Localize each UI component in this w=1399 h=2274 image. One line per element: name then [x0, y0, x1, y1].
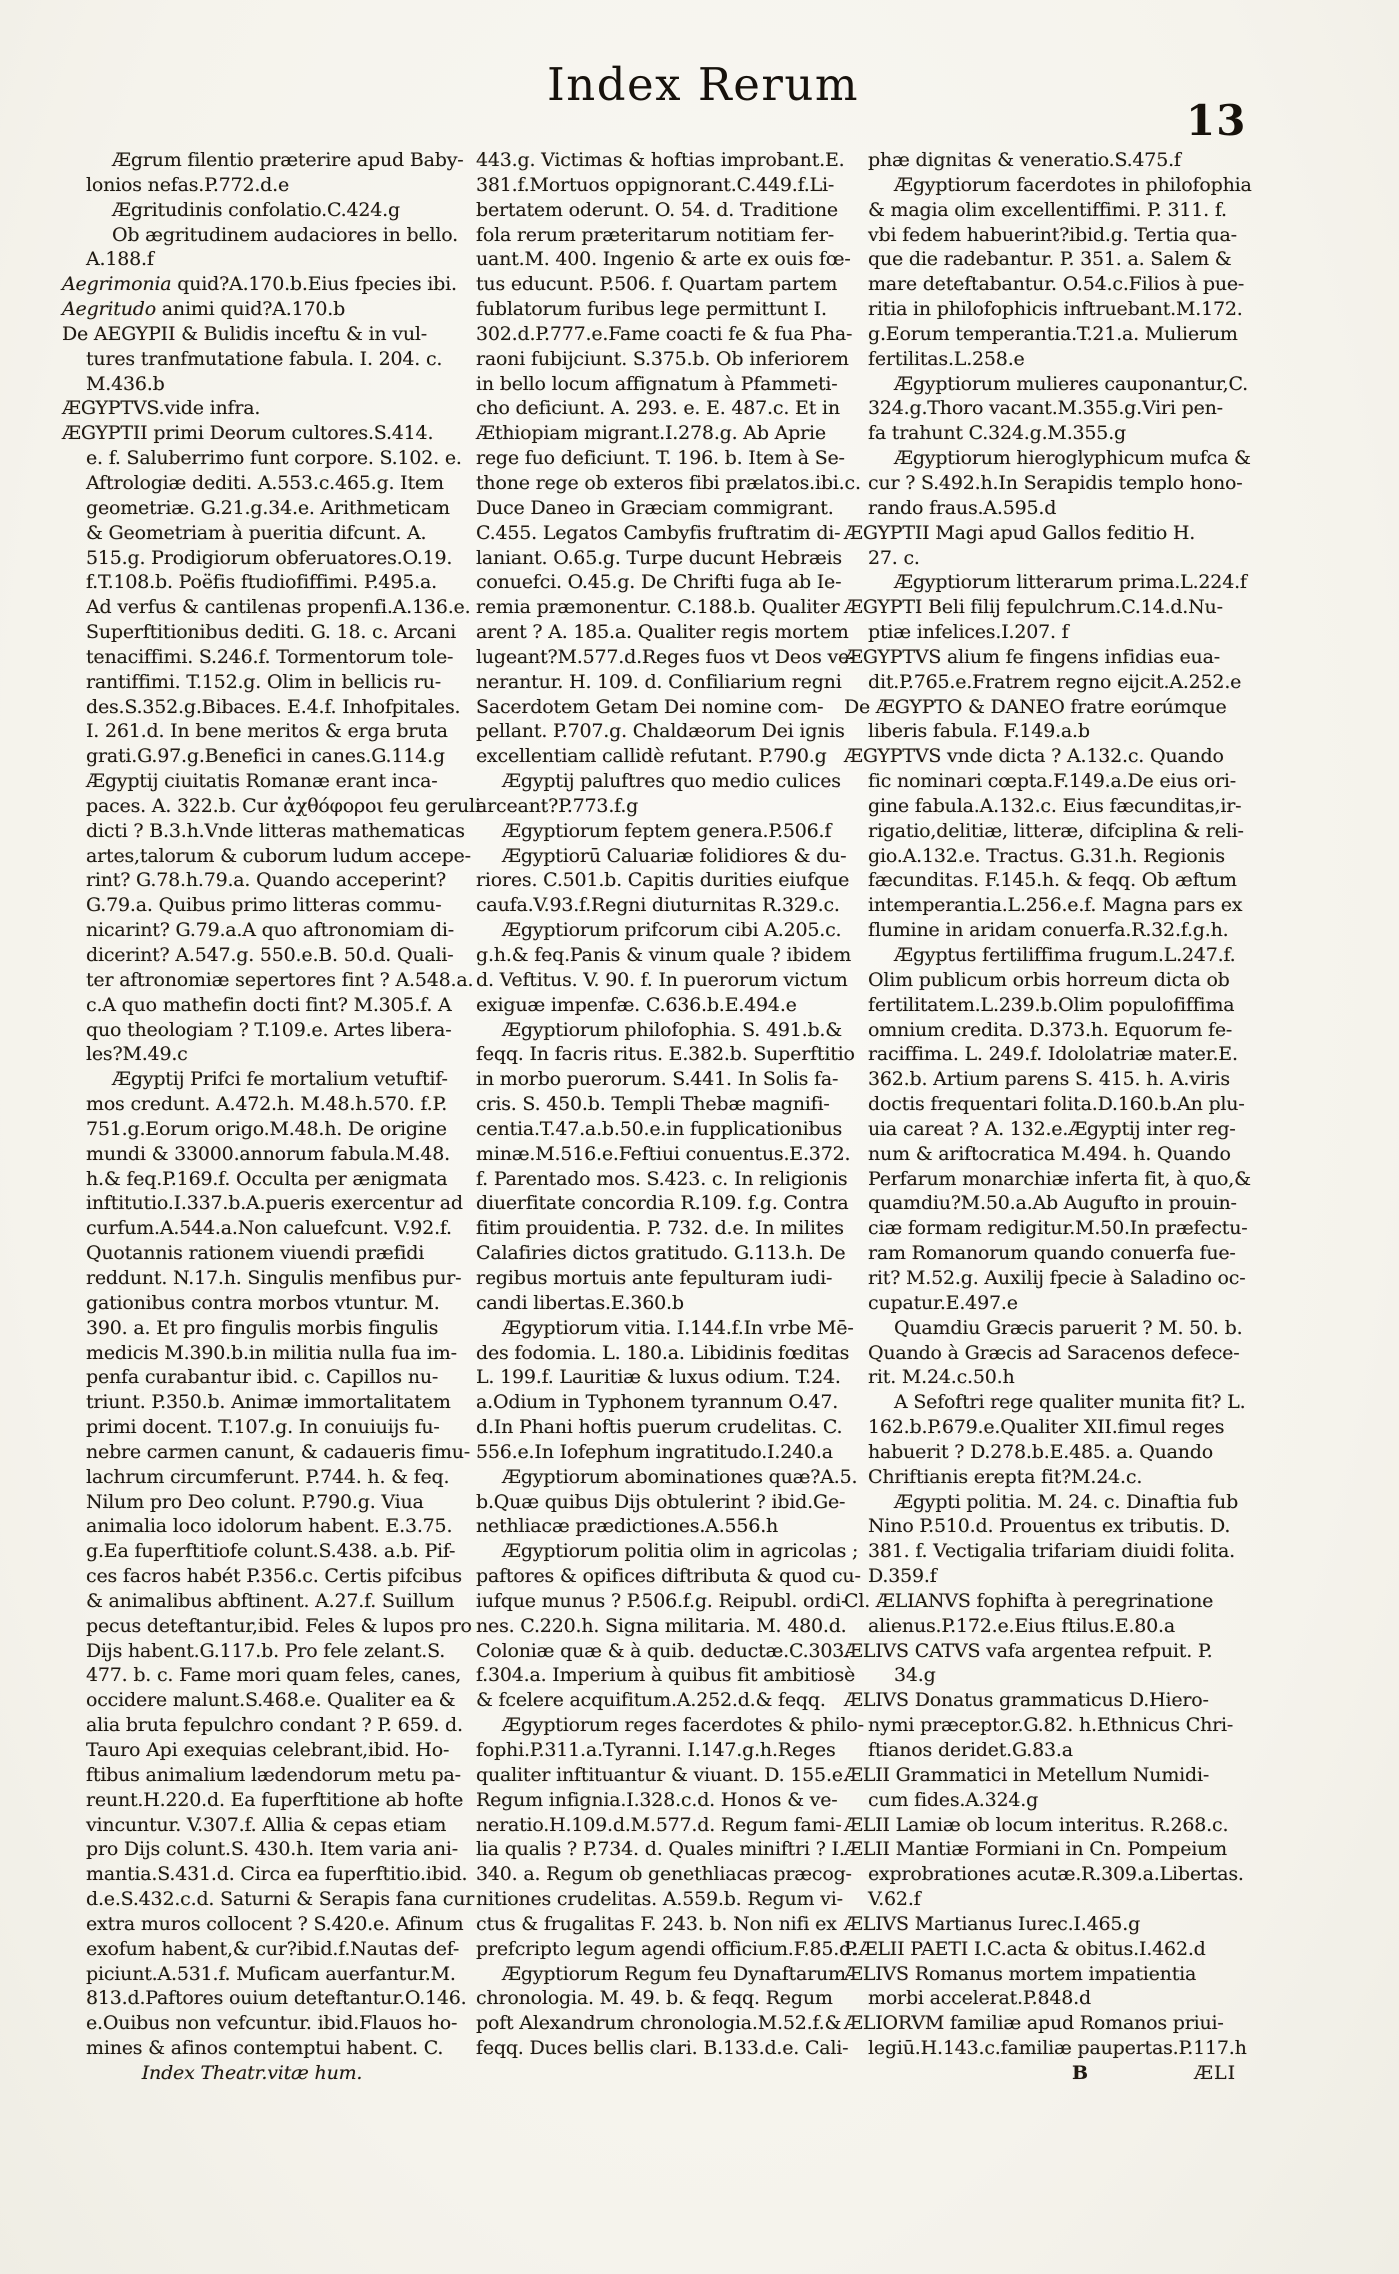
index-line: dicerint? A.547.g. 550.e.B. 50.d. Quali- — [86, 944, 454, 966]
index-line: des.S.352.g.Bibaces. E.4.f. Inhofpitales. — [86, 695, 461, 718]
index-line: Olim publicum orbis horreum dicta ob — [868, 968, 1230, 991]
index-line: chronologia. M. 49. b. & feqq. Regum — [476, 1987, 833, 2010]
index-line: mines & afinos contemptui habent. C. — [86, 2037, 444, 2060]
index-line: 302.d.P.777.e.Fame coacti fe & fua Pha- — [476, 322, 853, 345]
index-line: neratio.H.109.d.M.577.d. Regum fami- — [476, 1813, 842, 1836]
index-line: conuefci. O.45.g. De Chrifti fuga ab Ie- — [476, 571, 842, 594]
index-line: cris. S. 450.b. Templi Thebæ magnifi- — [476, 1093, 830, 1116]
index-line: caufa.V.93.f.Regni diuturnitas R.329.c. — [476, 894, 840, 917]
index-line: reddunt. N.17.h. Singulis menfibus pur- — [86, 1266, 462, 1289]
index-line: 813.d.Paftores ouium deteftantur.O.146. — [86, 1987, 467, 2010]
index-headword: Aegrimonia — [62, 273, 172, 296]
index-line: C.455. Legatos Cambyfis fruftratim di- — [476, 521, 841, 544]
index-line: remia præmonentur. C.188.b. Qualiter — [476, 596, 840, 619]
index-line: 362.b. Artium parens S. 415. h. A.viris — [868, 1068, 1230, 1091]
index-line: I. 261.d. In bene meritos & erga bruta — [86, 720, 448, 743]
index-line: omnium credita. D.373.h. Equorum fe- — [868, 1018, 1233, 1041]
index-line: Ægyptiorum litterarum prima.L.224.f — [894, 571, 1247, 594]
index-column-1 — [62, 148, 481, 2086]
index-line: reunt.H.220.d. Ea fuperftitione ab hofte — [86, 1788, 464, 1811]
index-line: uia careat ? A. 132.e.Ægyptij inter reg- — [868, 1117, 1236, 1140]
index-line: ÆLII Lamiæ ob locum interitus. R.268.c. — [844, 1813, 1229, 1836]
index-line: tenaciffimi. S.246.f. Tormentorum tole- — [86, 645, 454, 668]
index-line: Ob ægritudinem audaciores in bello. — [112, 223, 458, 246]
index-line: qualiter inftituantur & viuant. D. 155.e. — [476, 1763, 849, 1786]
index-line: nebre carmen canunt, & cadaueris fimu- — [86, 1440, 471, 1463]
signature-mark: B — [1072, 2062, 1089, 2084]
index-line: e.Ouibus non vefcuntur. ibid.Flauos ho- — [86, 2012, 458, 2035]
index-line: liberis fabula. F.149.a.b — [868, 720, 1090, 743]
index-line: L. 199.f. Lauritiæ & luxus odium. T.24. — [476, 1366, 841, 1389]
index-line: 324.g.Thoro vacant.M.355.g.Viri pen- — [868, 397, 1223, 420]
index-line: que die radebantur. P. 351. a. Salem & — [868, 248, 1232, 271]
index-line: Cl. ÆLIANVS fophifta à peregrinatione — [844, 1589, 1214, 1612]
index-line: rantiffimi. T.152.g. Olim in bellicis ru- — [86, 670, 441, 693]
index-line: piciunt.A.531.f. Muficam auerfantur.M. — [86, 1962, 456, 1985]
index-line: 443.g. Victimas & hoftias improbant.E. — [476, 149, 845, 171]
index-line: diuerfitate concordia R.109. f.g. Contra — [476, 1192, 849, 1215]
index-line: fitim prouidentia. P. 732. d.e. In milites — [476, 1217, 844, 1240]
index-line: mos credunt. A.472.h. M.48.h.570. f.P. — [86, 1093, 448, 1116]
index-line: Chriftianis erepta fit?M.24.c. — [868, 1465, 1143, 1488]
index-line: thone rege ob exteros fibi prælatos.ibi.c. — [476, 471, 861, 494]
index-line: Ægrum filentio præterire apud Baby- — [112, 149, 464, 171]
index-line: nitiones crudelitas. A.559.b. Regum vi- — [476, 1888, 843, 1911]
index-line: ÆGYPTVS alium fe fingens infidias eua- — [844, 645, 1220, 668]
index-line: ÆGYPTI Beli filij fepulchrum.C.14.d.Nu- — [844, 596, 1223, 619]
index-line: a.Odium in Typhonem tyrannum O.47. — [476, 1391, 839, 1414]
index-line: rit. M.24.c.50.h — [868, 1366, 1015, 1389]
index-line: uant.M. 400. Ingenio & arte ex ouis fœ- — [476, 248, 851, 271]
index-line: P.ÆLII PAETI I.C.acta & obitus.I.462.d — [844, 1937, 1206, 1960]
index-line: Quotannis rationem viuendi præfidi — [86, 1242, 425, 1265]
index-line: Sacerdotem Getam Dei nomine com- — [476, 695, 824, 718]
index-line: ÆLII Grammatici in Metellum Numidi- — [844, 1763, 1210, 1786]
index-line: Ad verfus & cantilenas propenfi.A.136.e. — [86, 596, 471, 619]
index-line: Ægyptus fertiliffima frugum.L.247.f. — [894, 944, 1236, 966]
index-line: alienus.P.172.e.Eius ftilus.E.80.a — [868, 1614, 1176, 1637]
index-line: centia.T.47.a.b.50.e.in fupplicationibus — [476, 1117, 843, 1140]
index-line: Perfarum monarchiæ inferta fit, à quo,& — [868, 1167, 1251, 1190]
index-line: mundi & 33000.annorum fabula.M.48. — [86, 1142, 450, 1165]
index-line: Æthiopiam migrant.I.278.g. Ab Aprie — [476, 422, 826, 445]
index-line: gine fabula.A.132.c. Eius fæcunditas,ir- — [868, 794, 1242, 817]
index-line: iufque munus ? P.506.f.g. Reipubl. ordi- — [476, 1589, 848, 1612]
index-line: Dijs habent.G.117.b. Pro fele zelant.S. — [86, 1639, 446, 1662]
index-line: geometriæ. G.21.g.34.e. Arithmeticam — [86, 496, 450, 519]
index-line: habuerit ? D.278.b.E.485. a. Quando — [868, 1440, 1214, 1463]
index-line: Ægypti politia. M. 24. c. Dinaftia fub — [894, 1490, 1239, 1513]
index-line: extra muros collocent ? S.420.e. Afinum — [86, 1912, 464, 1935]
index-line: Quando à Græcis ad Saracenos defece- — [868, 1341, 1240, 1364]
index-line: ram Romanorum quando conuerfa fue- — [868, 1242, 1236, 1265]
index-line: Calafiries dictos gratitudo. G.113.h. De — [476, 1242, 846, 1265]
signature-row — [868, 2061, 1270, 2086]
index-line: Index Theatr.vitæ hum. — [141, 2061, 363, 2084]
index-line: rigatio,delitiæ, litteræ, difciplina & reli- — [868, 819, 1244, 842]
index-line: arent ? A. 185.a. Qualiter regis mortem — [476, 621, 849, 644]
index-line: legiū.H.143.c.familiæ paupertas.P.117.h — [868, 2037, 1247, 2060]
index-line: D.359.f — [868, 1565, 937, 1588]
index-line: fophi.P.311.a.Tyranni. I.147.g.h.Reges — [476, 1739, 836, 1761]
index-column-3 — [844, 148, 1270, 2061]
index-line: regibus mortuis ante fepulturam iudi- — [476, 1266, 833, 1289]
index-line: Ægyptiorum reges facerdotes & philo- — [502, 1714, 864, 1737]
index-line: laniant. O.65.g. Turpe ducunt Hebræis — [476, 546, 842, 569]
index-line: b.Quæ quibus Dijs obtulerint ? ibid.Ge- — [476, 1490, 846, 1513]
page-title: Index Rerum — [546, 58, 860, 111]
index-line: Aftrologiæ dediti. A.553.c.465.g. Item — [86, 471, 444, 494]
index-line: raciffima. L. 249.f. Idololatriæ mater.E. — [868, 1043, 1238, 1066]
index-line: d.e.S.432.c.d. Saturni & Serapis fana cur — [86, 1888, 475, 1911]
index-line: pecus deteftantur,ibid. Feles & lupos pro — [86, 1614, 472, 1637]
index-line: ptiæ infelices.I.207. f — [868, 621, 1069, 644]
index-line: Nilum pro Deo colunt. P.790.g. Viua — [86, 1490, 424, 1513]
index-line: c.A quo mathefin docti fint? M.305.f. A — [86, 993, 452, 1016]
index-line: 340. a. Regum ob genethliacas præcog- — [476, 1863, 852, 1886]
index-line: tures tranfmutatione fabula. I. 204. c. — [86, 347, 443, 370]
index-line: ciæ formam redigitur.M.50.In præfectu- — [868, 1217, 1248, 1240]
index-line: De ÆGYPTO & DANEO fratre eorúmque — [844, 695, 1227, 718]
index-line: nerantur. H. 109. d. Confiliarium regni — [476, 670, 842, 693]
index-line: feqq. Duces bellis clari. B.133.d.e. Cali- — [476, 2037, 849, 2060]
index-line: 162.b.P.679.e.Qualiter XII.fimul reges — [868, 1416, 1225, 1439]
index-line: fa trahunt C.324.g.M.355.g — [868, 422, 1126, 445]
index-line: g.Ea fuperftitiofe colunt.S.438. a.b. Pif- — [86, 1540, 456, 1563]
index-line: 477. b. c. Fame mori quam feles, canes, — [86, 1664, 462, 1687]
index-line: & magia olim excellentiffimi. P. 311. f. — [868, 198, 1227, 221]
index-line: Ægyptij Prifci fe mortalium vetuftif- — [112, 1068, 448, 1091]
index-line: exofum habent,& cur?ibid.f.Nautas def- — [86, 1937, 460, 1960]
index-line: Coloniæ quæ & à quib. deductæ.C.303. — [476, 1639, 851, 1662]
index-line: Ægyptij paluftres quo medio culices — [502, 770, 841, 793]
index-line: ÆGYPTVS vnde dicta ? A.132.c. Quando — [844, 745, 1224, 768]
index-line: nethliacæ prædictiones.A.556.h — [476, 1515, 779, 1538]
index-line: ÆLIVS CATVS vafa argentea refpuit. P. — [844, 1639, 1213, 1662]
index-line: Ægyptiorū Caluariæ folidiores & du- — [502, 844, 847, 867]
index-line: G.79.a. Quibus primo litteras commu- — [86, 894, 442, 917]
index-line: Ægyptiorum hieroglyphicum mufca & — [894, 447, 1251, 470]
index-line: ÆLII Mantiæ Formiani in Cn. Pompeium — [844, 1838, 1227, 1861]
index-line: ÆLIVS Donatus grammaticus D.Hiero- — [844, 1689, 1209, 1712]
index-line: ÆGYPTVS.vide infra. — [62, 397, 261, 420]
catchword: ÆLI — [1194, 2062, 1237, 2084]
index-line: 515.g. Prodigiorum obferuatores.O.19. — [86, 546, 453, 569]
index-column-2 — [476, 148, 864, 2061]
index-line: mare deteftabantur. O.54.c.Filios à pue- — [868, 273, 1245, 296]
index-line: in morbo puerorum. S.441. In Solis fa- — [476, 1068, 839, 1091]
index-line: rint? G.78.h.79.a. Quando acceperint? — [86, 869, 447, 892]
index-line: h.& feq.P.169.f. Occulta per ænigmata — [86, 1167, 448, 1190]
index-line: ÆLIVS Martianus Iurec.I.465.g — [844, 1912, 1141, 1935]
index-line: ÆGYPTII primi Deorum cultores.S.414. — [62, 422, 434, 445]
index-line: g.h.& feq.Panis & vinum quale ? ibidem — [476, 944, 852, 966]
index-line: fertilitatem.L.239.b.Olim populofiffima — [868, 993, 1235, 1016]
index-line: gationibus contra morbos vtuntur. M. — [86, 1291, 440, 1314]
index-line: g.Eorum temperantia.T.21.a. Mulierum — [868, 322, 1238, 345]
index-line: les?M.49.c — [86, 1043, 188, 1066]
index-line: V.62.f — [868, 1888, 921, 1911]
index-line: paftores & opifices diftributa & quod cu- — [476, 1565, 861, 1588]
index-line: Ægritudinis confolatio.C.424.g — [112, 198, 400, 221]
index-line: poft Alexandrum chronologia.M.52.f.& — [476, 2012, 842, 2035]
index-line: d.In Phani hoftis puerum crudelitas. C. — [476, 1416, 843, 1439]
index-line: ftibus animalium lædendorum metu pa- — [86, 1763, 461, 1786]
index-line: lia qualis ? P.734. d. Quales miniftri ? I. — [476, 1838, 845, 1861]
index-line: cho deficiunt. A. 293. e. E. 487.c. Et in — [476, 397, 840, 420]
index-line: exprobrationes acutæ.R.309.a.Libertas. — [868, 1863, 1244, 1886]
index-line: e. f. Saluberrimo funt corpore. S.102. e. — [86, 447, 462, 470]
index-line: nes. C.220.h. Signa militaria. M. 480.d. — [476, 1614, 847, 1637]
index-line: grati.G.97.g.Benefici in canes.G.114.g — [86, 745, 445, 768]
index-line: doctis frequentari folita.D.160.b.An plu- — [868, 1093, 1245, 1116]
index-line: pellant. P.707.g. Chaldæorum Dei ignis — [476, 720, 845, 743]
index-line: riores. C.501.b. Capitis durities eiufque — [476, 869, 850, 892]
index-line: num & ariftocratica M.494. h. Quando — [868, 1142, 1231, 1165]
index-line: ÆLIORVM familiæ apud Romanos priui- — [844, 2012, 1224, 2035]
index-line: mantia.S.431.d. Circa ea fuperftitio.ibid. — [86, 1863, 468, 1886]
index-line: De AEGYPII & Bulidis inceftu & in vul- — [62, 322, 427, 345]
index-line: 27. c. — [868, 546, 920, 569]
index-line: curfum.A.544.a.Non caluefcunt. V.92.f. — [86, 1217, 452, 1240]
index-line: dicti ? B.3.h.Vnde litteras mathematicas — [86, 819, 465, 842]
index-line: Aegritudo animi quid?A.170.b — [62, 298, 346, 321]
index-line: cupatur.E.497.e — [868, 1291, 1018, 1314]
index-line: A.188.f — [86, 248, 154, 271]
index-line: minæ.M.516.e.Feftiui conuentus.E.372. — [476, 1142, 851, 1165]
index-line: arceant?P.773.f.g — [476, 794, 639, 817]
index-line: Nino P.510.d. Prouentus ex tributis. D. — [868, 1515, 1231, 1538]
index-line: Ægyptiorum facerdotes in philofophia — [894, 173, 1252, 196]
index-line: fic nominari cœpta.F.149.a.De eius ori- — [868, 770, 1236, 793]
index-line: & animalibus abftinent. A.27.f. Suillum — [86, 1589, 455, 1612]
index-line: candi libertas.E.360.b — [476, 1291, 684, 1314]
index-line: ces facros habét P.356.c. Certis pifcibus — [86, 1565, 462, 1588]
index-line: primi docent. T.107.g. In conuiuijs fu- — [86, 1416, 440, 1439]
index-line: morbi accelerat.P.848.d — [868, 1987, 1091, 2010]
index-line: ÆLIVS Romanus mortem impatientia — [844, 1962, 1197, 1985]
index-line: 556.e.In Iofephum ingratitudo.I.240.a — [476, 1440, 833, 1463]
index-line: fola rerum præteritarum notitiam fer- — [476, 223, 834, 246]
index-line: cum fides.A.324.g — [868, 1788, 1039, 1811]
index-line: tus educunt. P.506. f. Quartam partem — [476, 273, 838, 296]
index-line: ftianos deridet.G.83.a — [868, 1739, 1073, 1761]
index-line: ter aftronomiæ sepertores fint ? A.548.a. — [86, 968, 474, 991]
index-line: quo theologiam ? T.109.e. Artes libera- — [86, 1018, 452, 1041]
index-line: Ægyptiorum vitia. I.144.f.In vrbe Mē- — [502, 1316, 854, 1339]
index-line: phæ dignitas & veneratio.S.475.f — [868, 149, 1181, 171]
index-line: & Geometriam à pueritia difcunt. A. — [86, 521, 427, 544]
index-line: paces. A. 322.b. Cur ἀχθόφοροι feu geruli — [86, 794, 481, 817]
index-line: excellentiam callidè refutant. P.790.g — [476, 745, 827, 768]
index-line: nymi præceptor.G.82. h.Ethnicus Chri- — [868, 1714, 1234, 1737]
index-line: fublatorum furibus lege permittunt I. — [476, 298, 827, 321]
index-line: gio.A.132.e. Tractus. G.31.h. Regionis — [868, 844, 1225, 867]
index-line: dit.P.765.e.Fratrem regno eijcit.A.252.e — [868, 670, 1242, 693]
index-line: Duce Daneo in Græciam commigrant. — [476, 496, 834, 519]
index-line: medicis M.390.b.in militia nulla fua im- — [86, 1341, 457, 1364]
index-line: A Sefoftri rege qualiter munita fit? L. — [894, 1391, 1246, 1414]
index-line: Tauro Api exequias celebrant,ibid. Ho- — [86, 1739, 450, 1761]
index-line: f.304.a. Imperium à quibus fit ambitiosè — [476, 1664, 856, 1687]
index-line: Ægyptiorum mulieres cauponantur,C. — [894, 372, 1248, 395]
index-line: animalia loco idolorum habent. E.3.75. — [86, 1515, 453, 1538]
index-line: Ægyptiorum abominationes quæ?A.5. — [502, 1465, 858, 1488]
index-line: raoni fubijciunt. S.375.b. Ob inferiorem — [476, 347, 849, 370]
index-line: rando fraus.A.595.d — [868, 496, 1057, 519]
index-line: Regum infignia.I.328.c.d. Honos & ve- — [476, 1788, 838, 1811]
index-headword: Aegritudo — [62, 298, 156, 321]
index-line: flumine in aridam conuerfa.R.32.f.g.h. — [868, 919, 1229, 942]
index-line: ctus & frugalitas F. 243. b. Non nifi ex — [476, 1912, 837, 1935]
index-line: nicarint? G.79.a.A quo aftronomiam di- — [86, 919, 455, 942]
index-line: penfa curabantur ibid. c. Capillos nu- — [86, 1366, 439, 1389]
index-line: rit? M.52.g. Auxilij fpecie à Saladino oc- — [868, 1266, 1246, 1289]
index-line: prefcripto legum agendi officium.F.85.d. — [476, 1937, 857, 1960]
index-line: Ægyptiorum philofophia. S. 491.b.& — [502, 1018, 842, 1041]
index-line: lachrum circumferunt. P.744. h. & feq. — [86, 1465, 450, 1488]
index-line: bertatem oderunt. O. 54. d. Traditione — [476, 198, 838, 221]
index-line: vbi fedem habuerint?ibid.g. Tertia qua- — [868, 223, 1237, 246]
index-line: & fcelere acquifitum.A.252.d.& feqq. — [476, 1689, 826, 1712]
index-line: des fodomia. L. 180.a. Libidinis fœditas — [476, 1341, 850, 1364]
index-line: M.436.b — [86, 372, 165, 395]
index-line: ÆGYPTII Magi apud Gallos feditio H. — [844, 521, 1196, 544]
index-line: cur ? S.492.h.In Serapidis templo hono- — [868, 471, 1243, 494]
index-line: vincuntur. V.307.f. Allia & cepas etiam — [86, 1813, 447, 1836]
index-line: 390. a. Et pro fingulis morbis fingulis — [86, 1316, 439, 1339]
index-line: inftitutio.I.337.b.A.pueris exercentur ad — [86, 1192, 463, 1215]
index-line: quamdiu?M.50.a.Ab Augufto in prouin- — [868, 1192, 1237, 1215]
index-line: 34.g — [894, 1664, 936, 1687]
index-line: d. Veftitus. V. 90. f. In puerorum victum — [476, 968, 848, 991]
index-line: artes,talorum & cuborum ludum accepe- — [86, 844, 471, 867]
index-line: rege fuo deficiunt. T. 196. b. Item à Se- — [476, 447, 845, 470]
index-line: Aegrimonia quid?A.170.b.Eius fpecies ibi. — [62, 273, 457, 296]
index-line: intemperantia.L.256.e.f. Magna pars ex — [868, 894, 1243, 917]
index-line: exiguæ impenfæ. C.636.b.E.494.e — [476, 993, 797, 1016]
index-line: occidere malunt.S.468.e. Qualiter ea & — [86, 1689, 456, 1712]
index-line: f. Parentado mos. S.423. c. In religionis — [476, 1167, 848, 1190]
index-line: f.T.108.b. Poëfis ftudiofiffimi. P.495.a. — [86, 571, 437, 594]
index-line: triunt. P.350.b. Animæ immortalitatem — [86, 1391, 451, 1414]
index-line: Superftitionibus dediti. G. 18. c. Arcani — [86, 621, 457, 644]
index-line: pro Dijs colunt.S. 430.h. Item varia ani- — [86, 1838, 458, 1861]
index-line: in bello locum affignatum à Pfammeti- — [476, 372, 838, 395]
index-line: ritia in philofophicis inftruebant.M.172. — [868, 298, 1243, 321]
index-line: Ægyptiorum prifcorum cibi A.205.c. — [502, 919, 842, 942]
index-line: lonios nefas.P.772.d.e — [86, 173, 290, 196]
index-line: 381. f. Vectigalia trifariam diuidi folita. — [868, 1540, 1235, 1563]
index-line: fertilitas.L.258.e — [868, 347, 1025, 370]
index-line: lugeant?M.577.d.Reges fuos vt Deos ve- — [476, 645, 856, 668]
index-line: fæcunditas. F.145.h. & feqq. Ob æftum — [868, 869, 1237, 892]
index-line: 381.f.Mortuos oppignorant.C.449.f.Li- — [476, 173, 835, 196]
index-line: 751.g.Eorum origo.M.48.h. De origine — [86, 1117, 447, 1140]
index-line: Ægyptij ciuitatis Romanæ erant inca- — [86, 770, 438, 793]
index-line: feqq. In facris ritus. E.382.b. Superftitio — [476, 1043, 855, 1066]
index-line: Ægyptiorum Regum feu Dynaftarum — [502, 1962, 846, 1985]
index-line: Ægyptiorum politia olim in agricolas ; — [502, 1540, 859, 1563]
index-line: Quamdiu Græcis paruerit ? M. 50. b. — [894, 1316, 1243, 1339]
index-line: alia bruta fepulchro condant ? P. 659. d. — [86, 1714, 463, 1737]
page-number: 13 — [1186, 96, 1247, 145]
index-line: Ægyptiorum feptem genera.P.506.f — [502, 819, 832, 842]
